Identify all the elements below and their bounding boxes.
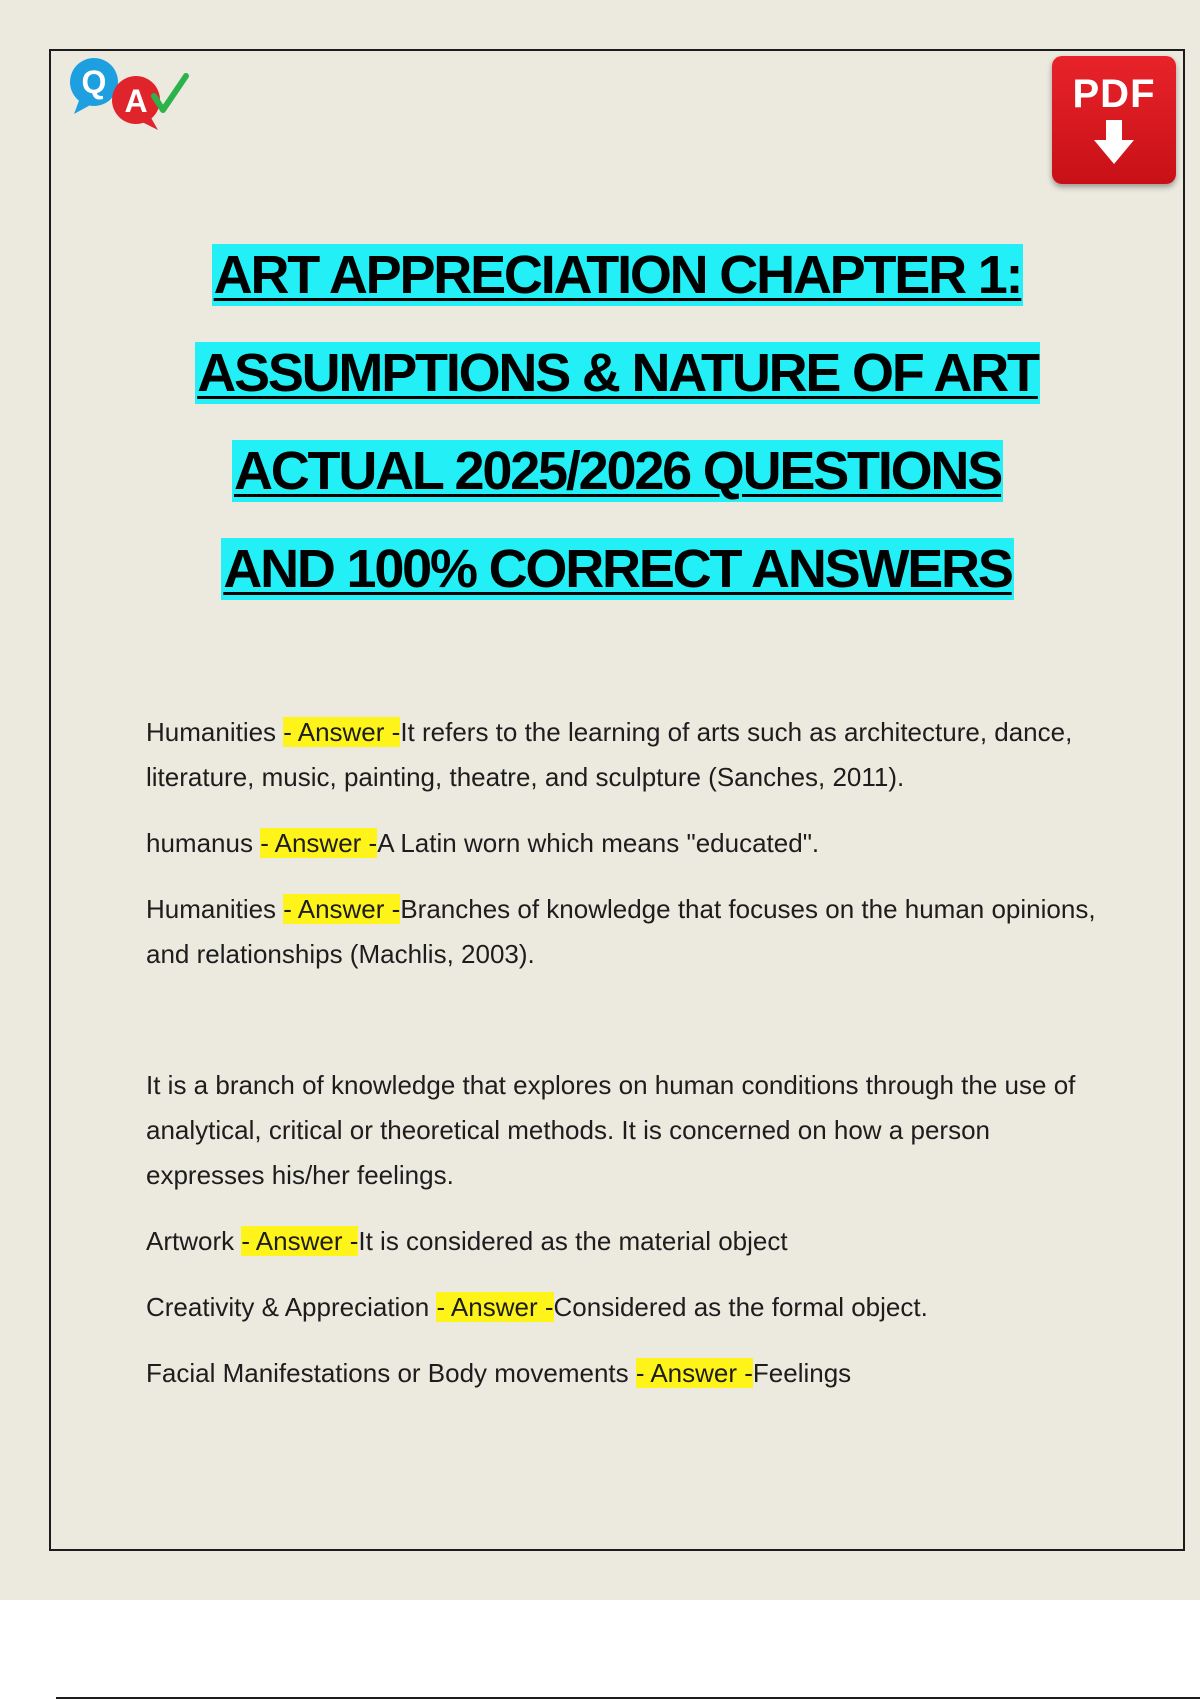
logo-q-letter: Q bbox=[81, 64, 107, 100]
title-line-2 bbox=[60, 338, 1175, 436]
qa-answer: Feelings bbox=[752, 1358, 852, 1388]
qa-content bbox=[146, 710, 1096, 1417]
qa-term: Creativity & Appreciation bbox=[146, 1292, 437, 1322]
qa-item bbox=[146, 887, 1096, 977]
pdf-download-icon[interactable] bbox=[1052, 56, 1176, 184]
qa-item bbox=[146, 710, 1096, 800]
answer-marker: - Answer - bbox=[635, 1358, 753, 1388]
qa-answer: It refers to the learning of arts such as architecture, dance, literature, music, painting, theatre, and sculpture (Sanches, 2011). bbox=[146, 717, 1073, 792]
qa-item bbox=[146, 1351, 1096, 1396]
title-line-4 bbox=[60, 534, 1175, 632]
explanation-paragraph: It is a branch of knowledge that explores on human conditions through the use of analytical, critical or theoretical methods. It is concerned on how a person expresses his/her feelings. bbox=[146, 1070, 1076, 1190]
answer-marker: - Answer - bbox=[283, 894, 401, 924]
title-text-4: AND 100% CORRECT ANSWERS bbox=[223, 539, 1012, 599]
qa-item bbox=[146, 821, 1096, 866]
answer-marker: - Answer - bbox=[436, 1292, 554, 1322]
qa-term: Artwork bbox=[146, 1226, 242, 1256]
download-arrow-icon bbox=[1094, 120, 1134, 166]
qa-term: Humanities bbox=[146, 717, 284, 747]
title-text-3: ACTUAL 2025/2026 QUESTIONS bbox=[233, 441, 1002, 501]
bottom-divider bbox=[56, 1697, 1200, 1699]
qa-answer: It is considered as the material object bbox=[358, 1226, 788, 1256]
pdf-label: PDF bbox=[1072, 72, 1156, 116]
qa-answer: A Latin worn which means "educated". bbox=[377, 828, 820, 858]
answer-marker: - Answer - bbox=[283, 717, 401, 747]
title-line-1 bbox=[60, 240, 1175, 338]
qa-term: humanus bbox=[146, 828, 261, 858]
logo-a-letter: A bbox=[124, 83, 148, 119]
qa-answer: Branches of knowledge that focuses on the human opinions, and relationships (Machlis, 2003). bbox=[146, 894, 1096, 969]
title-line-3 bbox=[60, 436, 1175, 534]
qa-answer: Considered as the formal object. bbox=[553, 1292, 928, 1322]
qa-item bbox=[146, 1285, 1096, 1330]
answer-marker: - Answer - bbox=[241, 1226, 359, 1256]
qa-item bbox=[146, 1219, 1096, 1264]
qa-term: Humanities bbox=[146, 894, 284, 924]
document-title bbox=[60, 240, 1175, 632]
answer-marker: - Answer - bbox=[260, 828, 378, 858]
title-text-2: ASSUMPTIONS & NATURE OF ART bbox=[197, 343, 1038, 403]
qa-logo-icon bbox=[68, 56, 198, 132]
qa-term: Facial Manifestations or Body movements bbox=[146, 1358, 636, 1388]
title-text-1: ART APPRECIATION CHAPTER 1: bbox=[213, 245, 1022, 305]
